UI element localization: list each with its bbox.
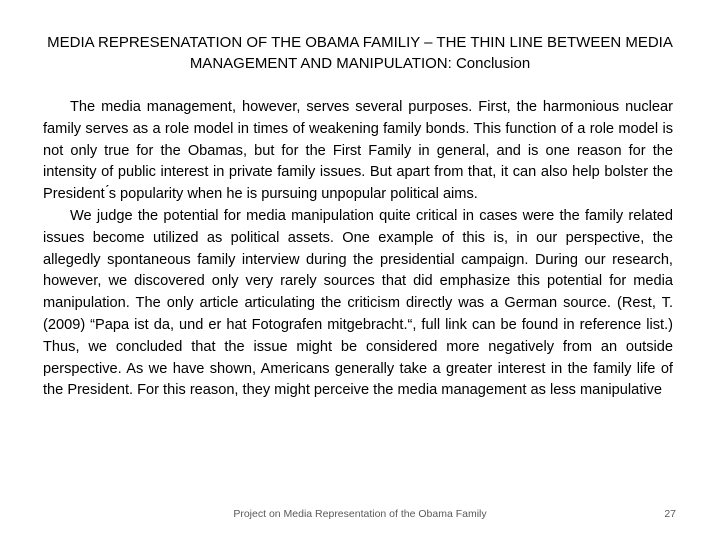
- slide-title: [30, 32, 690, 74]
- page-number: 27: [664, 508, 676, 520]
- paragraph-1: The media management, however, serves several purposes. First, the harmonious nuclear family serves as a role model in times of weakening family bonds. This function of a role model is not only true for the Obamas, but for the First Family in general, and is one reason for the intensity of public interest in private family issues. But apart from that, it can also help bolster the President ́s popularity when he is pursuing unpopular political aims.: [43, 99, 673, 203]
- title-line-2: MANAGEMENT AND MANIPULATION: Conclusion: [189, 55, 531, 72]
- body-text: [43, 97, 673, 402]
- footer-text: Project on Media Representation of the Obama Family: [233, 508, 487, 520]
- title-line-1: MEDIA REPRESENATATION OF THE OBAMA FAMILIY – THE THIN LINE BETWEEN MEDIA: [47, 34, 673, 51]
- paragraph-2: We judge the potential for media manipulation quite critical in cases were the family related issues become utilized as political assets. One example of this is, in our perspective, the allegedly spontaneous family interview during the presidential campaign. During our research, however, we discovered only very rarely sources that did emphasize this potential for media manipulation. The only article articulating the criticism directly was a German source. (Rest, T. (2009) “Papa ist da, und er hat Fotografen mitgebracht.“, full link can be found in reference list.) Thus, we concluded that the issue might be considered more negatively from an outside perspective. As we have shown, Americans generally take a greater interest in the family life of the President. For this reason, they might perceive the media management as less manipulative: [43, 207, 673, 399]
